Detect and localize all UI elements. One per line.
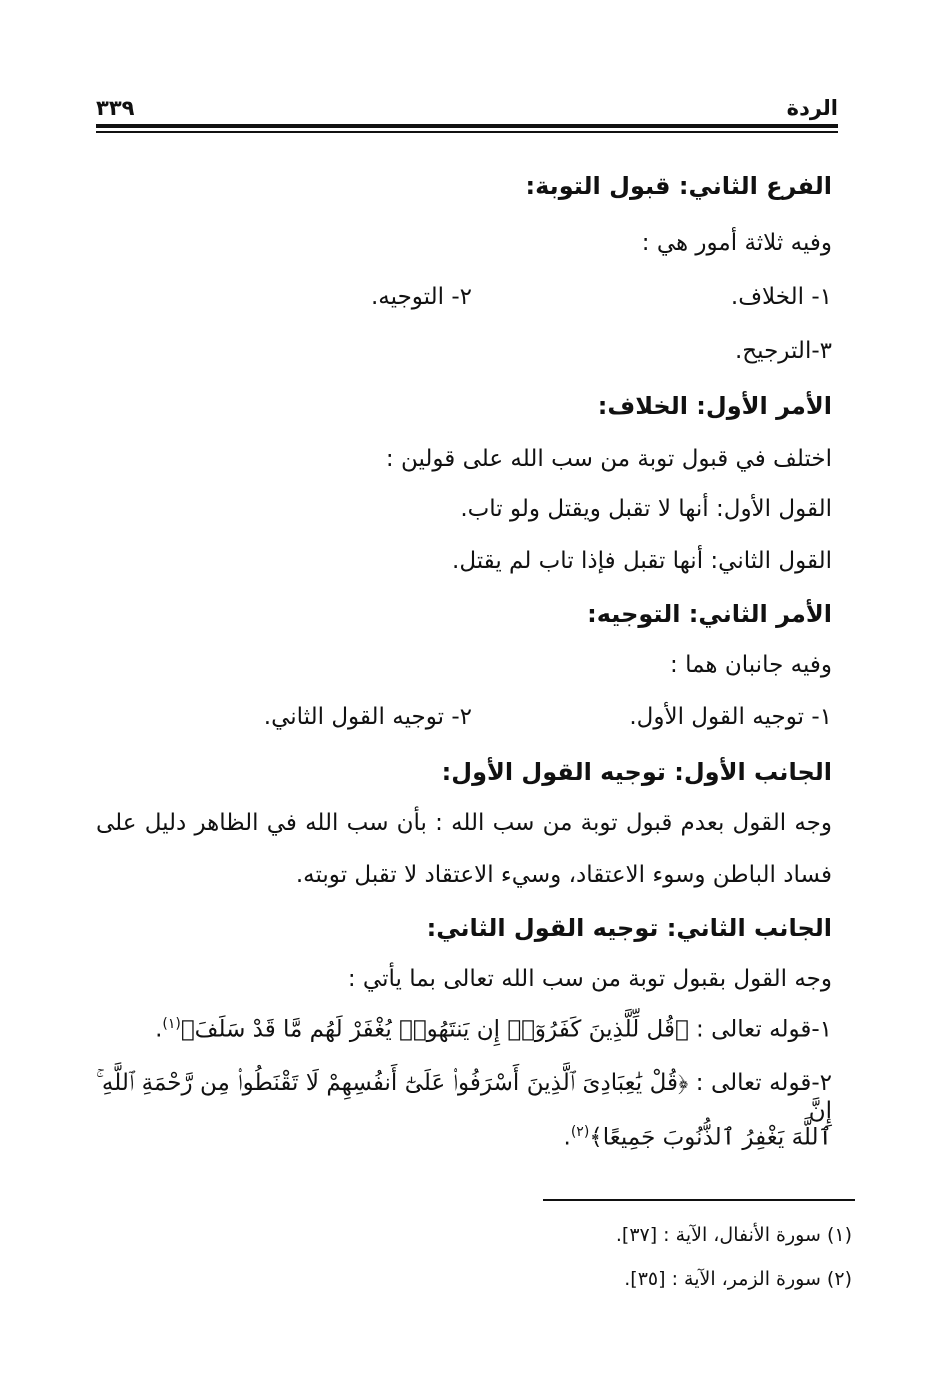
footnote: (٢) سورة الزمر، الآية : [٣٥]. [624,1268,852,1290]
quran-verse: ٱللَّهَ يَغْفِرُ ٱلذُّنُوبَ جَمِيعًا﴾ [589,1124,832,1151]
list-item: ٢- التوجيه. [371,284,472,310]
list-item: ١- توجيه القول الأول. [629,704,832,730]
paragraph: وجه القول بقبول توبة من سب الله تعالى بما يأتي : [347,966,832,992]
paragraph-line: وجه القول بعدم قبول توبة من سب الله : بأن سب الله في الظاهر دليل على [96,810,832,836]
footnote: (١) سورة الأنفال، الآية : [٣٧]. [615,1224,852,1246]
list-item: ٣-الترجيح. [734,338,832,364]
list-item: ١- الخلاف. [730,284,832,310]
footnote-separator [543,1199,855,1201]
footnote-ref: (٢) [570,1124,590,1140]
intro-line: وفيه ثلاثة أمور هي : [641,230,832,256]
evidence-1 [155,1016,832,1044]
footnote-ref: (١) [162,1016,181,1032]
paragraph: اختلف في قبول توبة من سب الله على قولين : [385,446,832,472]
evidence-2-line1 [96,1070,832,1125]
evidence-2-line2 [564,1124,833,1152]
paragraph: القول الثاني: أنها تقبل فإذا تاب لم يقتل. [452,548,832,574]
section-heading: الفرع الثاني: قبول التوبة: [525,172,832,200]
header-rule-thick [96,124,838,128]
subheading: الأمر الأول: الخلاف: [597,392,832,420]
subheading: الجانب الثاني: توجيه القول الثاني: [426,914,832,942]
sentence-end: . [155,1016,163,1043]
subheading: الجانب الأول: توجيه القول الأول: [441,758,832,786]
quran-verse: ﴿قُل لِّلَّذِينَ كَفَرُوٓا۟ إِن يَنتَهُوا۟ يُغْفَرْ لَهُم مَّا قَدْ سَلَفَ﴾ [180,1016,689,1043]
sentence-end: . [563,1124,571,1151]
header-rule-thin [96,131,838,133]
paragraph: القول الأول: أنها لا تقبل ويقتل ولو تاب. [460,496,832,522]
evidence-lead: ١-قوله تعالى : [688,1016,832,1043]
paragraph-line: فساد الباطن وسوء الاعتقاد، وسيء الاعتقاد لا تقبل توبته. [295,862,832,888]
running-head-title: الردة [786,96,838,120]
list-item: ٢- توجيه القول الثاني. [263,704,472,730]
evidence-lead: ٢-قوله تعالى : [688,1070,832,1096]
running-head [96,96,838,126]
subheading: الأمر الثاني: التوجيه: [587,600,832,628]
quran-verse: ﴿قُلْ يَٰعِبَادِىَ ٱلَّذِينَ أَسْرَفُوا۟ عَلَىٰٓ أَنفُسِهِمْ لَا تَقْنَطُوا۟ مِن رَّحْمَةِ ٱللَّهِ ۚ إِنَّ [96,1070,832,1124]
paragraph: وفيه جانبان هما : [670,652,832,678]
page-number: ٣٣٩ [96,96,135,120]
